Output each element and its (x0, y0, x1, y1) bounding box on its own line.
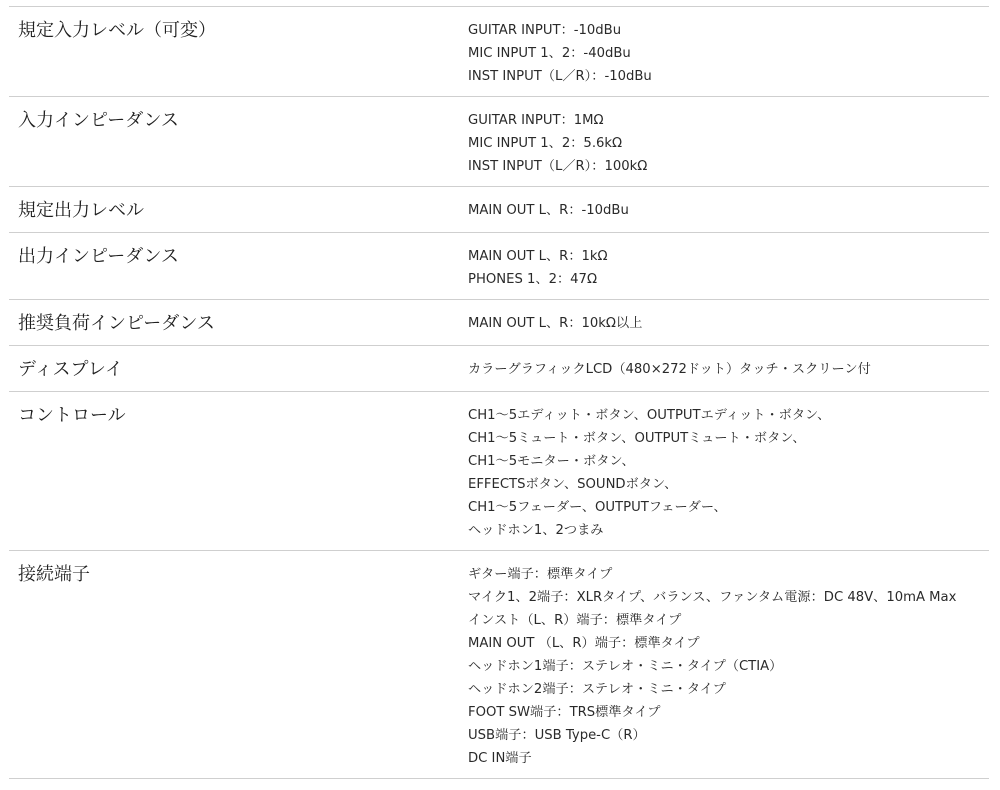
spec-value-line: マイク1、2端子：XLRタイプ、バランス、ファンタム電源：DC 48V、10mA Max (468, 590, 957, 605)
spec-label: 規定出力レベル (18, 200, 144, 221)
spec-values (468, 562, 989, 770)
spec-value-line: USB端子：USB Type-C（R） (468, 728, 646, 743)
spec-value-line: MAIN OUT L、R：10kΩ以上 (468, 316, 643, 331)
spec-label: ディスプレイ (18, 359, 123, 380)
spec-values (468, 198, 989, 224)
spec-label: 規定入力レベル（可変） (18, 20, 216, 41)
spec-value-line: ヘッドホン1、2つまみ (468, 523, 604, 538)
spec-value-line: GUITAR INPUT：-10dBu (468, 23, 622, 38)
spec-value-line: INST INPUT（L／R）：100kΩ (468, 159, 648, 174)
spec-values (468, 311, 989, 337)
spec-value-line: CH1〜5エディット・ボタン、OUTPUTエディット・ボタン、 (468, 408, 831, 423)
spec-values (468, 108, 989, 178)
spec-value-line: MIC INPUT 1、2：5.6kΩ (468, 136, 623, 151)
spec-value-line: ヘッドホン1端子：ステレオ・ミニ・タイプ（CTIA） (468, 659, 783, 674)
spec-values (468, 403, 989, 542)
spec-label: 接続端子 (18, 564, 90, 585)
spec-label: 推奨負荷インピーダンス (18, 313, 215, 334)
spec-value-line: カラーグラフィックLCD（480×272ドット）タッチ・スクリーン付 (468, 362, 871, 377)
spec-values (468, 357, 989, 383)
spec-value-line: ヘッドホン2端子：ステレオ・ミニ・タイプ (468, 682, 726, 697)
spec-row-input-impedance (9, 97, 989, 187)
spec-row-controls (9, 392, 989, 551)
spec-value-line: MIC INPUT 1、2：-40dBu (468, 46, 631, 61)
spec-label: 入力インピーダンス (18, 110, 179, 131)
spec-value-line: DC IN端子 (468, 751, 532, 766)
spec-row-input-level (9, 7, 989, 97)
spec-row-display (9, 346, 989, 392)
spec-values (468, 18, 989, 88)
spec-label: コントロール (18, 405, 126, 426)
spec-value-line: INST INPUT（L／R）：-10dBu (468, 69, 652, 84)
spec-value-line: CH1〜5フェーダー、OUTPUTフェーダー、 (468, 500, 727, 515)
spec-value-line: GUITAR INPUT：1MΩ (468, 113, 604, 128)
spec-value-line: MAIN OUT （L、R）端子：標準タイプ (468, 636, 700, 651)
spec-value-line: FOOT SW端子：TRS標準タイプ (468, 705, 661, 720)
spec-value-line: ギター端子：標準タイプ (468, 567, 613, 582)
spec-value-line: EFFECTSボタン、SOUNDボタン、 (468, 477, 678, 492)
spec-values (468, 244, 989, 291)
spec-value-line: PHONES 1、2：47Ω (468, 272, 598, 287)
spec-row-load-impedance (9, 300, 989, 346)
spec-value-line: CH1〜5ミュート・ボタン、OUTPUTミュート・ボタン、 (468, 431, 806, 446)
spec-row-connectors (9, 551, 989, 779)
spec-row-output-impedance (9, 233, 989, 300)
spec-table (9, 6, 989, 779)
spec-value-line: MAIN OUT L、R：1kΩ (468, 249, 608, 264)
spec-value-line: CH1〜5モニター・ボタン、 (468, 454, 635, 469)
spec-row-output-level (9, 187, 989, 233)
spec-value-line: MAIN OUT L、R：-10dBu (468, 203, 629, 218)
spec-label: 出力インピーダンス (18, 246, 179, 267)
spec-value-line: インスト（L、R）端子：標準タイプ (468, 613, 682, 628)
